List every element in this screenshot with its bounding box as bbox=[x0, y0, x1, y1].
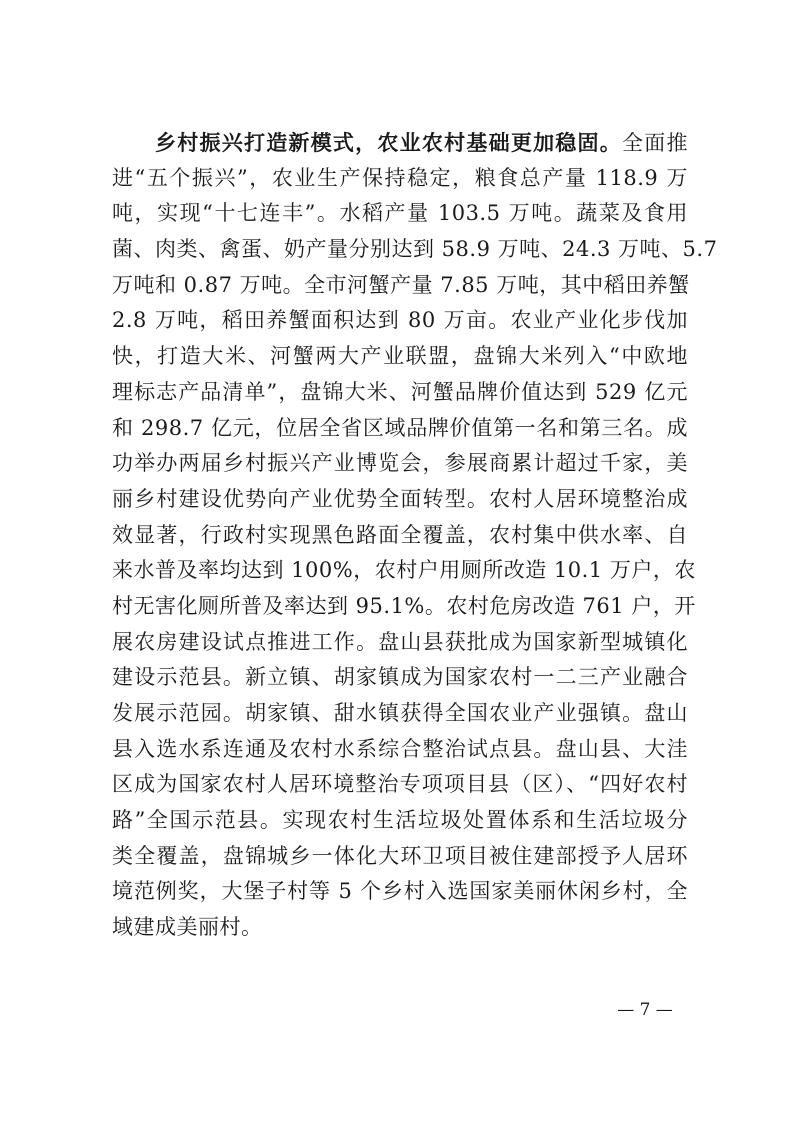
text-line: 和 298.7 亿元，位居全省区域品牌价值第一名和第三名。成 bbox=[112, 415, 688, 440]
text-line: 建设示范县。新立镇、胡家镇成为国家农村一二三产业融合 bbox=[112, 665, 688, 690]
text-line: 区成为国家农村人居环境整治专项项目县（区）、“四好农村 bbox=[112, 772, 688, 797]
text-line: 吨，实现“十七连丰”。水稻产量 103.5 万吨。蔬菜及食用 bbox=[112, 201, 688, 226]
text-line: 菌、肉类、禽蛋、奶产量分别达到 58.9 万吨、24.3 万吨、5.7 bbox=[112, 237, 718, 262]
text-line: 来水普及率均达到 100%，农村户用厕所改造 10.1 万户，农 bbox=[112, 558, 696, 583]
text-line: 路”全国示范县。实现农村生活垃圾处置体系和生活垃圾分 bbox=[112, 808, 688, 833]
text-line: 境范例奖，大堡子村等 5 个乡村入选国家美丽休闲乡村，全 bbox=[112, 879, 688, 904]
text-line: 理标志产品清单”，盘锦大米、河蟹品牌价值达到 529 亿元 bbox=[112, 379, 688, 404]
first-line-text: 全面推 bbox=[622, 131, 689, 155]
text-line: 功举办两届乡村振兴产业博览会，参展商累计超过千家，美 bbox=[112, 451, 688, 476]
text-line: 进“五个振兴”，农业生产保持稳定，粮食总产量 118.9 万 bbox=[112, 165, 688, 190]
text-line: 丽乡村建设优势向产业优势全面转型。农村人居环境整治成 bbox=[112, 486, 688, 511]
text-line: 快，打造大米、河蟹两大产业联盟，盘锦大米列入“中欧地 bbox=[112, 344, 688, 369]
text-line: 类全覆盖，盘锦城乡一体化大环卫项目被住建部授予人居环 bbox=[112, 843, 688, 868]
page-number: — 7 — bbox=[617, 1000, 673, 1020]
text-line: 万吨和 0.87 万吨。全市河蟹产量 7.85 万吨，其中稻田养蟹 bbox=[112, 272, 690, 297]
text-line: 县入选水系连通及农村水系综合整治试点县。盘山县、大洼 bbox=[112, 736, 688, 761]
paragraph-heading: 乡村振兴打造新模式，农业农村基础更加稳固。 bbox=[155, 130, 623, 155]
text-line: 域建成美丽村。 bbox=[112, 915, 263, 940]
text-line: 村无害化厕所普及率达到 95.1%。农村危房改造 761 户，开 bbox=[112, 593, 696, 618]
text-line: 发展示范园。胡家镇、甜水镇获得全国农业产业强镇。盘山 bbox=[112, 701, 688, 725]
body-paragraph bbox=[112, 125, 718, 946]
text-line: 效显著，行政村实现黑色路面全覆盖，农村集中供水率、自 bbox=[112, 522, 688, 547]
text-line: 展农房建设试点推进工作。盘山县获批成为国家新型城镇化 bbox=[112, 629, 688, 654]
paragraph-lines bbox=[112, 161, 718, 946]
text-line: 2.8 万吨，稻田养蟹面积达到 80 万亩。农业产业化步伐加 bbox=[112, 308, 688, 333]
paragraph-first-line bbox=[112, 125, 688, 161]
